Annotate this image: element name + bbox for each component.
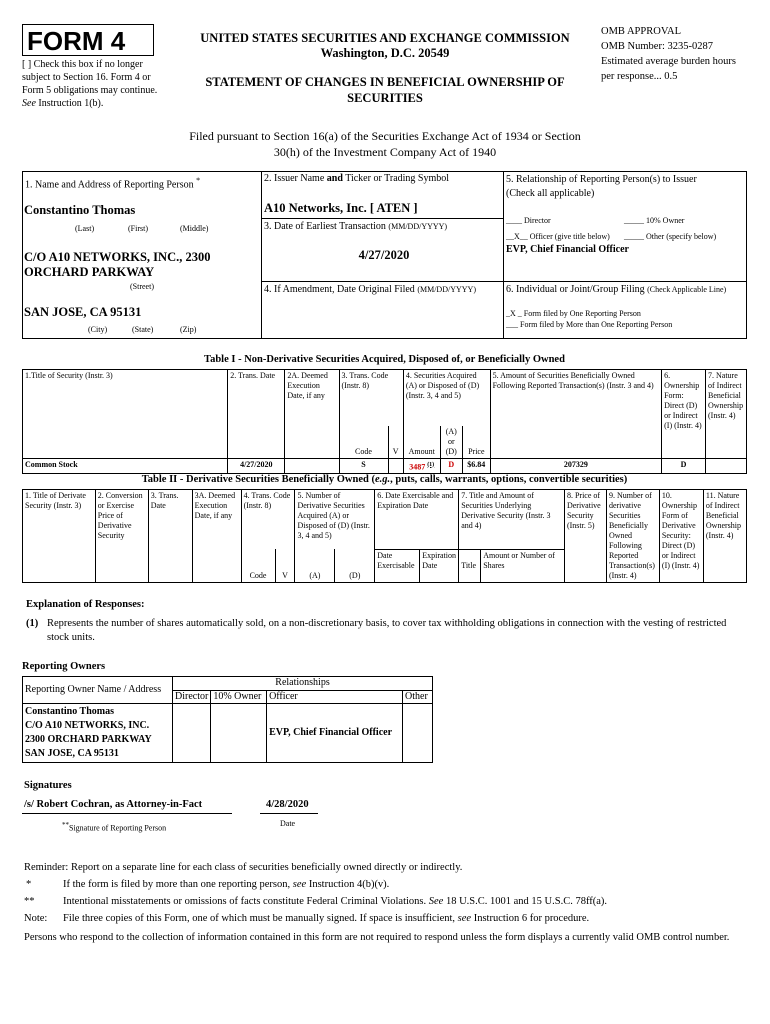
double-star-note: Intentional misstatements or omissions of facts constitute Federal Criminal Violations. See 18 U.S.C. 1001 and 15 U.S.C. 78ff(a). xyxy=(63,896,608,907)
omb-number: OMB Number: 3235-0287 xyxy=(601,41,713,52)
street-label: (Street) xyxy=(130,282,154,291)
persons-notice: Persons who respond to the collection of information contained in this form are not required to respond unless the form displays a currently valid OMB control number. xyxy=(24,932,730,943)
box3-label: 3. Date of Earliest Transaction (MM/DD/YYYY) xyxy=(264,221,448,232)
t1-h2: 2. Trans. Date xyxy=(228,370,285,459)
agency-name: UNITED STATES SECURITIES AND EXCHANGE COMMISSION xyxy=(200,31,570,45)
reporting-owners-heading: Reporting Owners xyxy=(22,661,106,672)
t2-h5: 5. Number of Derivative Securities Acquired (A) or Disposed of (D) (Instr. 3, 4 and 5) xyxy=(295,490,375,550)
box2-label: 2. Issuer Name and Ticker or Trading Symbol xyxy=(264,173,450,184)
star-note: If the form is filed by more than one reporting person, see Instruction 4(b)(v). xyxy=(63,879,390,890)
ro-col-director: Director xyxy=(173,691,211,704)
ro-col-owner: 10% Owner xyxy=(211,691,267,704)
t2-h2: 2. Conversion or Exercise Price of Derivative Security xyxy=(95,490,148,583)
box1-label: 1. Name and Address of Reporting Person * xyxy=(25,176,201,191)
t2-h3: 3. Trans. Date xyxy=(148,490,192,583)
form-title-box xyxy=(22,24,154,56)
ro-col-officer: Officer xyxy=(267,691,403,704)
city-value: SAN JOSE, CA 95131 xyxy=(24,305,142,319)
reporting-person-name: Constantino Thomas xyxy=(24,203,136,217)
officer-title: EVP, Chief Financial Officer xyxy=(506,244,629,255)
t1-h3: 3. Trans. Code (Instr. 8) xyxy=(339,370,403,426)
ten-percent-owner-option: _____ 10% Owner xyxy=(624,216,685,225)
t1-sub-code: Code xyxy=(339,426,388,459)
statement-title: STATEMENT OF CHANGES IN BENEFICIAL OWNERSHIP OF SECURITIES xyxy=(205,75,565,105)
t1-form: D xyxy=(662,458,706,474)
star-mark: * xyxy=(26,879,32,890)
t2-sub-code: Code xyxy=(241,549,275,582)
t2-h4: 4. Trans. Code (Instr. 8) xyxy=(241,490,295,550)
box6-label: 6. Individual or Joint/Group Filing (Check Applicable Line) xyxy=(506,284,727,295)
t2-sub-v: V xyxy=(275,549,295,582)
earliest-transaction-date: 4/27/2020 xyxy=(358,248,410,262)
other-option: _____ Other (specify below) xyxy=(624,232,717,241)
double-star-mark: ** xyxy=(24,896,35,907)
t2-sub-d: (D) xyxy=(335,549,375,582)
t1-sub-amount: Amount xyxy=(403,426,440,459)
note-label: Note: xyxy=(24,913,48,924)
omb-burden: Estimated average burden hours per response... 0.5 xyxy=(601,56,736,82)
t2-sub-amount: Amount or Number of Shares xyxy=(481,549,565,582)
t2-h3a: 3A. Deemed Execution Date, if any xyxy=(192,490,241,583)
box4-label: 4. If Amendment, Date Original Filed (MM/DD/YYYY) xyxy=(264,284,476,295)
t2-sub-a: (A) xyxy=(295,549,335,582)
table2 xyxy=(22,489,747,583)
omb-box xyxy=(601,24,751,84)
explanation-heading: Explanation of Responses: xyxy=(26,599,145,610)
t2-h8: 8. Price of Derivative Security (Instr. 5) xyxy=(564,490,606,583)
middle-label: (Middle) xyxy=(180,224,209,233)
t1-sub-aord: (A) or (D) xyxy=(440,426,462,459)
signature-label: **Signature of Reporting Person xyxy=(62,821,167,833)
omb-approval: OMB APPROVAL xyxy=(601,26,682,37)
first-label: (First) xyxy=(128,224,148,233)
form-title: FORM 4 xyxy=(27,26,126,56)
t2-h1: 1. Title of Derivate Security (Instr. 3) xyxy=(23,490,96,583)
t1-h2a: 2A. Deemed Execution Date, if any xyxy=(285,370,339,459)
ro-officer-value: EVP, Chief Financial Officer xyxy=(267,704,403,763)
t1-amount: 3487 xyxy=(409,462,426,472)
t1-aord: D xyxy=(440,458,462,474)
box5-label: 5. Relationship of Reporting Person(s) to Issuer (Check all applicable) xyxy=(506,174,697,199)
t2-h7: 7. Title and Amount of Securities Underlying Derivative Security (Instr. 3 and 4) xyxy=(459,490,565,550)
t1-h1: 1.Title of Security (Instr. 3) xyxy=(23,370,228,459)
footnote-1-number: (1) xyxy=(26,618,39,629)
t1-h6: 6. Ownership Form: Direct (D) or Indirect (I) (Instr. 4) xyxy=(662,370,706,459)
t1-trans-date: 4/27/2020 xyxy=(228,458,285,474)
t1-security-title: Common Stock xyxy=(23,458,228,474)
director-option: ____ Director xyxy=(506,216,551,225)
signature-date: 4/28/2020 xyxy=(266,799,309,810)
city-label: (City) xyxy=(88,325,108,334)
note-text: File three copies of this Form, one of which must be manually signed. If space is insufficient, see Instruction 6 for procedure. xyxy=(63,913,590,924)
multi-person-option: ___ Form filed by More than One Reporting Person xyxy=(506,320,673,329)
t1-price: $6.84 xyxy=(463,458,491,474)
t2-sub-date-ex: Date Exercisable xyxy=(375,549,420,582)
last-label: (Last) xyxy=(75,224,95,233)
t1-h5: 5. Amount of Securities Beneficially Owned Following Reported Transaction(s) (Instr. 3 and 4) xyxy=(490,370,662,459)
table1-title: Table I - Non-Derivative Securities Acquired, Disposed of, or Beneficially Owned xyxy=(204,354,565,365)
issuer-name: A10 Networks, Inc. [ ATEN ] xyxy=(264,201,418,215)
t1-h7: 7. Nature of Indirect Beneficial Ownership (Instr. 4) xyxy=(706,370,747,459)
reminder-text: Reminder: Report on a separate line for each class of securities beneficially owned directly or indirectly. xyxy=(24,862,463,873)
t2-h11: 11. Nature of Indirect Beneficial Ownership (Instr. 4) xyxy=(703,490,746,583)
t1-h4: 4. Securities Acquired (A) or Disposed of (D) (Instr. 3, 4 and 5) xyxy=(403,370,490,426)
agency-city: Washington, D.C. 20549 xyxy=(320,46,450,60)
one-person-option: _X _ Form filed by One Reporting Person xyxy=(506,309,641,318)
t1-owned: 207329 xyxy=(490,458,662,474)
t2-h6: 6. Date Exercisable and Expiration Date xyxy=(375,490,459,550)
footnote-1-text: Represents the number of shares automatically sold, on a non-discretionary basis, to cover tax withholding obligations in connection with the vesting of restricted stock units. xyxy=(47,618,727,643)
signer-name: /s/ Robert Cochran, as Attorney-in-Fact xyxy=(24,799,203,810)
ro-col-other: Other xyxy=(403,691,433,704)
signatures-heading: Signatures xyxy=(24,780,72,791)
t2-h9: 9. Number of derivative Securities Beneficially Owned Following Reported Transaction(s) (Instr. 4) xyxy=(606,490,659,583)
t1-code: S xyxy=(339,458,388,474)
ro-owner-address: Constantino Thomas C/O A10 NETWORKS, INC. 2300 ORCHARD PARKWAY SAN JOSE, CA 95131 xyxy=(23,704,173,763)
zip-label: (Zip) xyxy=(180,325,197,334)
officer-option: __X__ Officer (give title below) xyxy=(506,232,610,241)
t2-sub-title: Title xyxy=(459,549,481,582)
date-label: Date xyxy=(280,819,296,828)
reporting-owners-table xyxy=(22,676,433,763)
ro-col-name: Reporting Owner Name / Address xyxy=(23,677,173,704)
table-row xyxy=(23,458,747,474)
filed-pursuant: Filed pursuant to Section 16(a) of the Securities Exchange Act of 1934 or Section 30(h) of the Investment Company Act of 1940 xyxy=(189,129,581,159)
t1-sub-price: Price xyxy=(463,426,491,459)
state-label: (State) xyxy=(132,325,154,334)
footnote-1-link[interactable]: (1) xyxy=(427,461,435,468)
t1-sub-v: V xyxy=(388,426,403,459)
street-value: C/O A10 NETWORKS, INC., 2300 ORCHARD PARKWAY xyxy=(24,250,211,279)
ro-relationships: Relationships xyxy=(173,677,433,691)
checkbox-note: [ ] Check this box if no longer subject to Section 16. Form 4 or Form 5 obligations may continue. See Instruction 1(b). xyxy=(22,59,158,109)
t2-h10: 10. Ownership Form of Derivative Security: Direct (D) or Indirect (I) (Instr. 4) xyxy=(659,490,703,583)
table1 xyxy=(22,369,747,474)
t1-amount-cell xyxy=(403,458,440,474)
table2-title: Table II - Derivative Securities Beneficially Owned (e.g., puts, calls, warrants, options, convertible securities) xyxy=(141,474,628,485)
t2-sub-exp: Expiration Date xyxy=(420,549,459,582)
table-row xyxy=(23,704,433,763)
